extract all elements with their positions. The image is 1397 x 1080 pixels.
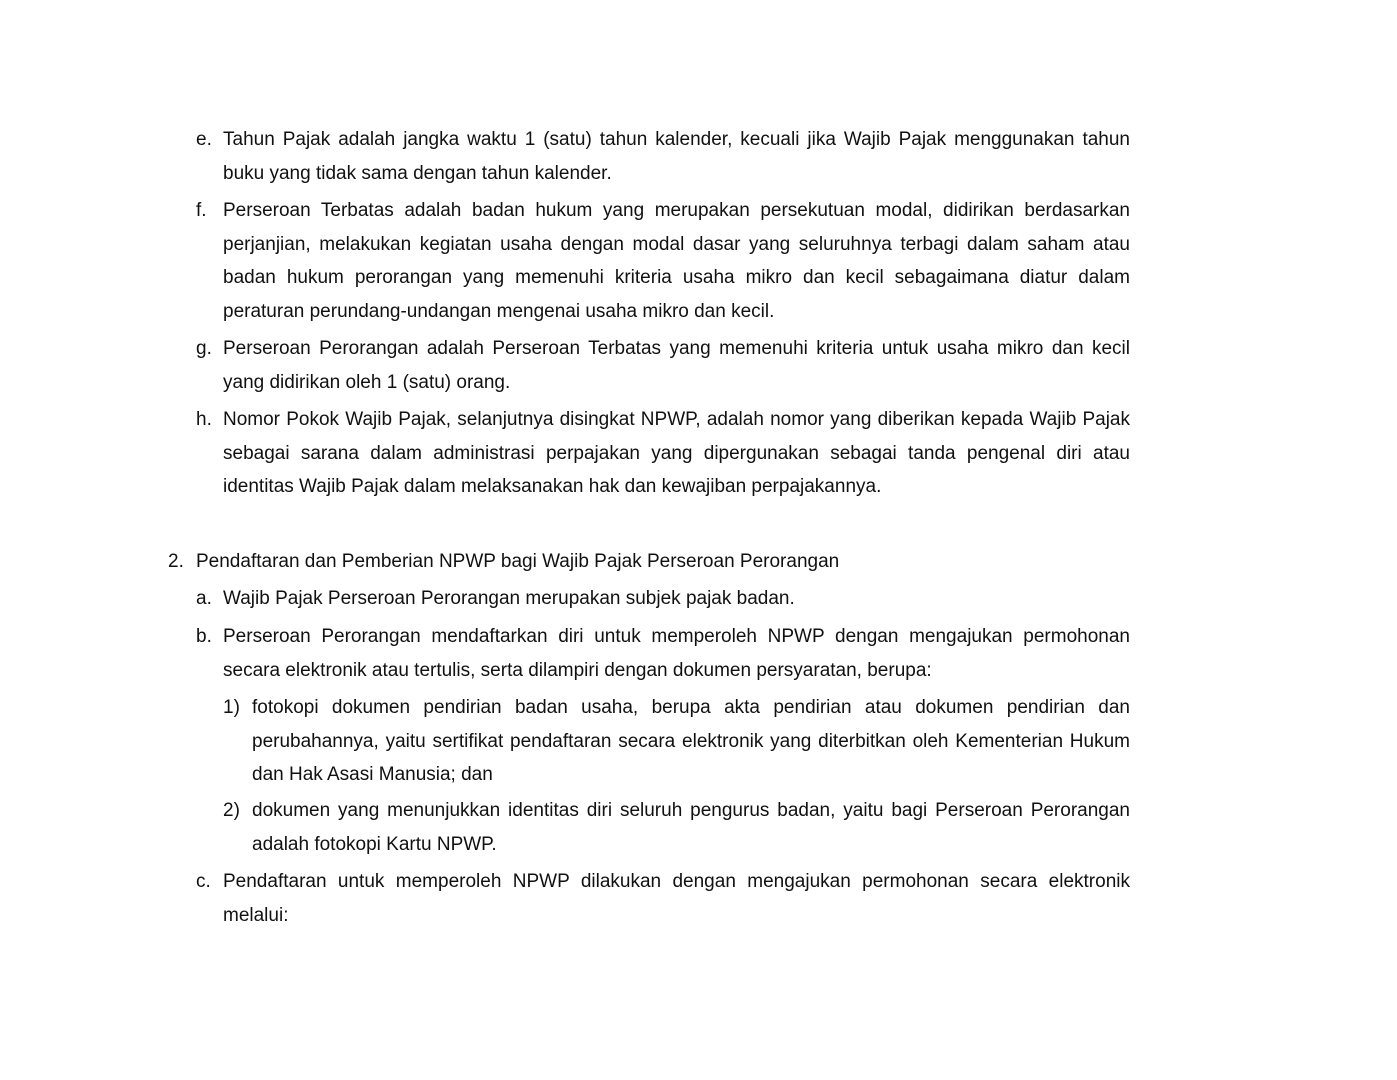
list-marker: 2) — [223, 800, 240, 821]
item-text: Wajib Pajak Perseroan Perorangan merupakan subjek pajak badan. — [223, 588, 795, 609]
section-heading-2 — [168, 545, 1130, 579]
list-marker: 1) — [223, 697, 240, 718]
section-title: Pendaftaran dan Pemberian NPWP bagi Wajib Pajak Perseroan Perorangan — [196, 551, 840, 572]
list-marker: e. — [196, 129, 212, 150]
item-text: Tahun Pajak adalah jangka waktu 1 (satu) tahun kalender, kecuali jika Wajib Pajak menggunakan tahun buku yang tidak sama dengan tahun kalender. — [223, 129, 1130, 184]
item-text: Pendaftaran untuk memperoleh NPWP dilakukan dengan mengajukan permohonan secara elektronik melalui: — [223, 871, 1130, 926]
definition-item-f — [196, 194, 1130, 328]
list-marker: b. — [196, 626, 212, 647]
list-marker: a. — [196, 588, 212, 609]
definition-item-g — [196, 332, 1130, 399]
item-text: dokumen yang menunjukkan identitas diri seluruh pengurus badan, yaitu bagi Perseroan Perorangan adalah fotokopi Kartu NPWP. — [252, 800, 1130, 855]
item-text: Perseroan Perorangan mendaftarkan diri untuk memperoleh NPWP dengan mengajukan permohonan secara elektronik atau tertulis, serta dilampiri dengan dokumen persyaratan, berupa: — [223, 626, 1130, 681]
list-marker: g. — [196, 338, 212, 359]
list-marker: f. — [196, 200, 207, 221]
definition-item-h — [196, 403, 1130, 504]
item-text: Nomor Pokok Wajib Pajak, selanjutnya disingkat NPWP, adalah nomor yang diberikan kepada Wajib Pajak sebagai sarana dalam administrasi perpajakan yang dipergunakan sebagai tanda pengenal diri atau identitas Wajib Pajak dalam melaksanakan hak dan kewajiban perpajakannya. — [223, 409, 1130, 497]
sub-item-2 — [223, 794, 1130, 861]
definition-item-e — [196, 123, 1130, 190]
list-marker: c. — [196, 871, 211, 892]
list-item-c — [196, 865, 1130, 932]
list-marker: h. — [196, 409, 212, 430]
item-text: Perseroan Terbatas adalah badan hukum yang merupakan persekutuan modal, didirikan berdasarkan perjanjian, melakukan kegiatan usaha dengan modal dasar yang seluruhnya terbagi dalam saham atau badan hukum perorangan yang memenuhi kriteria usaha mikro dan kecil sebagaimana diatur dalam peraturan perundang-undangan mengenai usaha mikro dan kecil. — [223, 200, 1130, 322]
list-marker: 2. — [168, 551, 184, 572]
item-text: fotokopi dokumen pendirian badan usaha, berupa akta pendirian atau dokumen pendirian dan perubahannya, yaitu sertifikat pendaftaran secara elektronik yang diterbitkan oleh Kementerian Hukum dan Hak Asasi Manusia; dan — [252, 697, 1130, 785]
list-item-a — [196, 582, 1130, 616]
list-item-b — [196, 620, 1130, 687]
sub-item-1 — [223, 691, 1130, 792]
item-text: Perseroan Perorangan adalah Perseroan Terbatas yang memenuhi kriteria untuk usaha mikro dan kecil yang didirikan oleh 1 (satu) orang. — [223, 338, 1130, 393]
